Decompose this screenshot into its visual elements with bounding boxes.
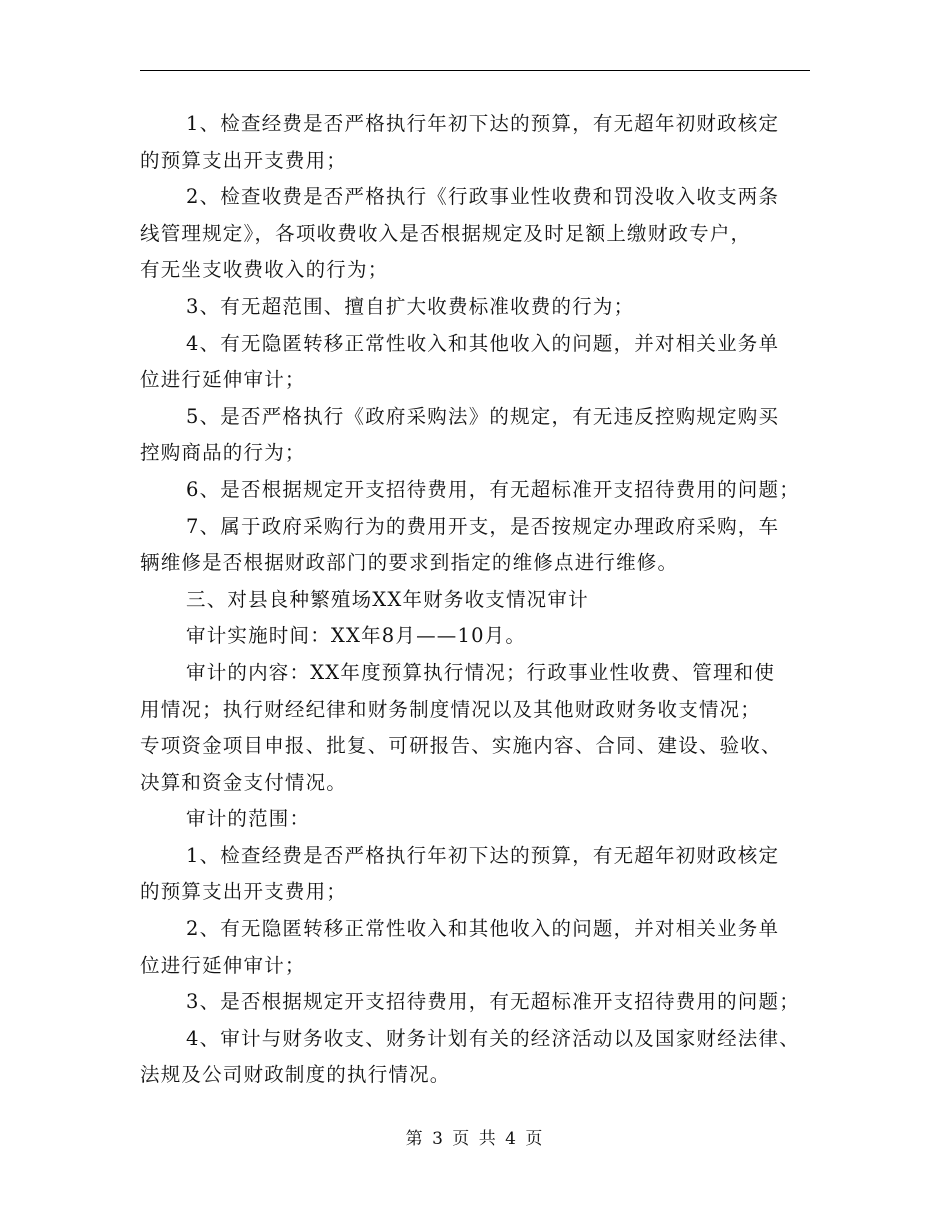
text-line: 1、检查经费是否严格执行年初下达的预算，有无超年初财政核定 <box>186 843 780 867</box>
text-line: 位进行延伸审计； <box>140 953 306 977</box>
text-line: 位进行延伸审计； <box>140 368 306 392</box>
text-line: 控购商品的行为； <box>140 441 306 465</box>
text-line: 法规及公司财政制度的执行情况。 <box>140 1063 451 1087</box>
header-rule <box>140 70 810 71</box>
text-line: 4、审计与财务收支、财务计划有关的经济活动以及国家财经法律、 <box>186 1026 800 1050</box>
text-line: 审计的范围： <box>186 807 311 831</box>
text-line: 5、是否严格执行《政府采购法》的规定，有无违反控购规定购买 <box>186 404 780 428</box>
text-line: 专项资金项目申报、批复、可研报告、实施内容、合同、建设、验收、 <box>140 734 782 758</box>
text-line: 审计的内容：XX年度预算执行情况；行政事业性收费、管理和使 <box>186 660 776 684</box>
page-number: 第 3 页 共 4 页 <box>405 1129 545 1149</box>
text-line: 6、是否根据规定开支招待费用，有无超标准开支招待费用的问题； <box>186 477 800 501</box>
text-line: 4、有无隐匿转移正常性收入和其他收入的问题，并对相关业务单 <box>186 331 780 355</box>
text-line: 线管理规定》，各项收费收入是否根据规定及时足额上缴财政专户， <box>140 221 752 245</box>
text-line: 决算和资金支付情况。 <box>140 770 348 794</box>
text-line: 辆维修是否根据财政部门的要求到指定的维修点进行维修。 <box>140 551 679 575</box>
text-line: 审计实施时间：XX年8月——10月。 <box>186 624 527 648</box>
text-line: 用情况；执行财经纪律和财务制度情况以及其他财政财务收支情况； <box>140 697 762 721</box>
text-line: 2、检查收费是否严格执行《行政事业性收费和罚没收入收支两条 <box>186 185 780 209</box>
text-line: 1、检查经费是否严格执行年初下达的预算，有无超年初财政核定 <box>186 112 780 135</box>
text-line: 3、是否根据规定开支招待费用，有无超标准开支招待费用的问题； <box>186 990 800 1014</box>
text-line: 2、有无隐匿转移正常性收入和其他收入的问题，并对相关业务单 <box>186 917 780 941</box>
text-line: 的预算支出开支费用； <box>140 880 348 904</box>
document-body <box>140 106 830 1094</box>
text-line: 7、属于政府采购行为的费用开支，是否按规定办理政府采购，车 <box>186 514 780 538</box>
text-line: 3、有无超范围、擅自扩大收费标准收费的行为； <box>186 294 635 318</box>
text-line: 的预算支出开支费用； <box>140 148 348 172</box>
text-line: 有无坐支收费收入的行为； <box>140 258 389 282</box>
text-line: 三、对县良种繁殖场XX年财务收支情况审计 <box>186 587 589 611</box>
